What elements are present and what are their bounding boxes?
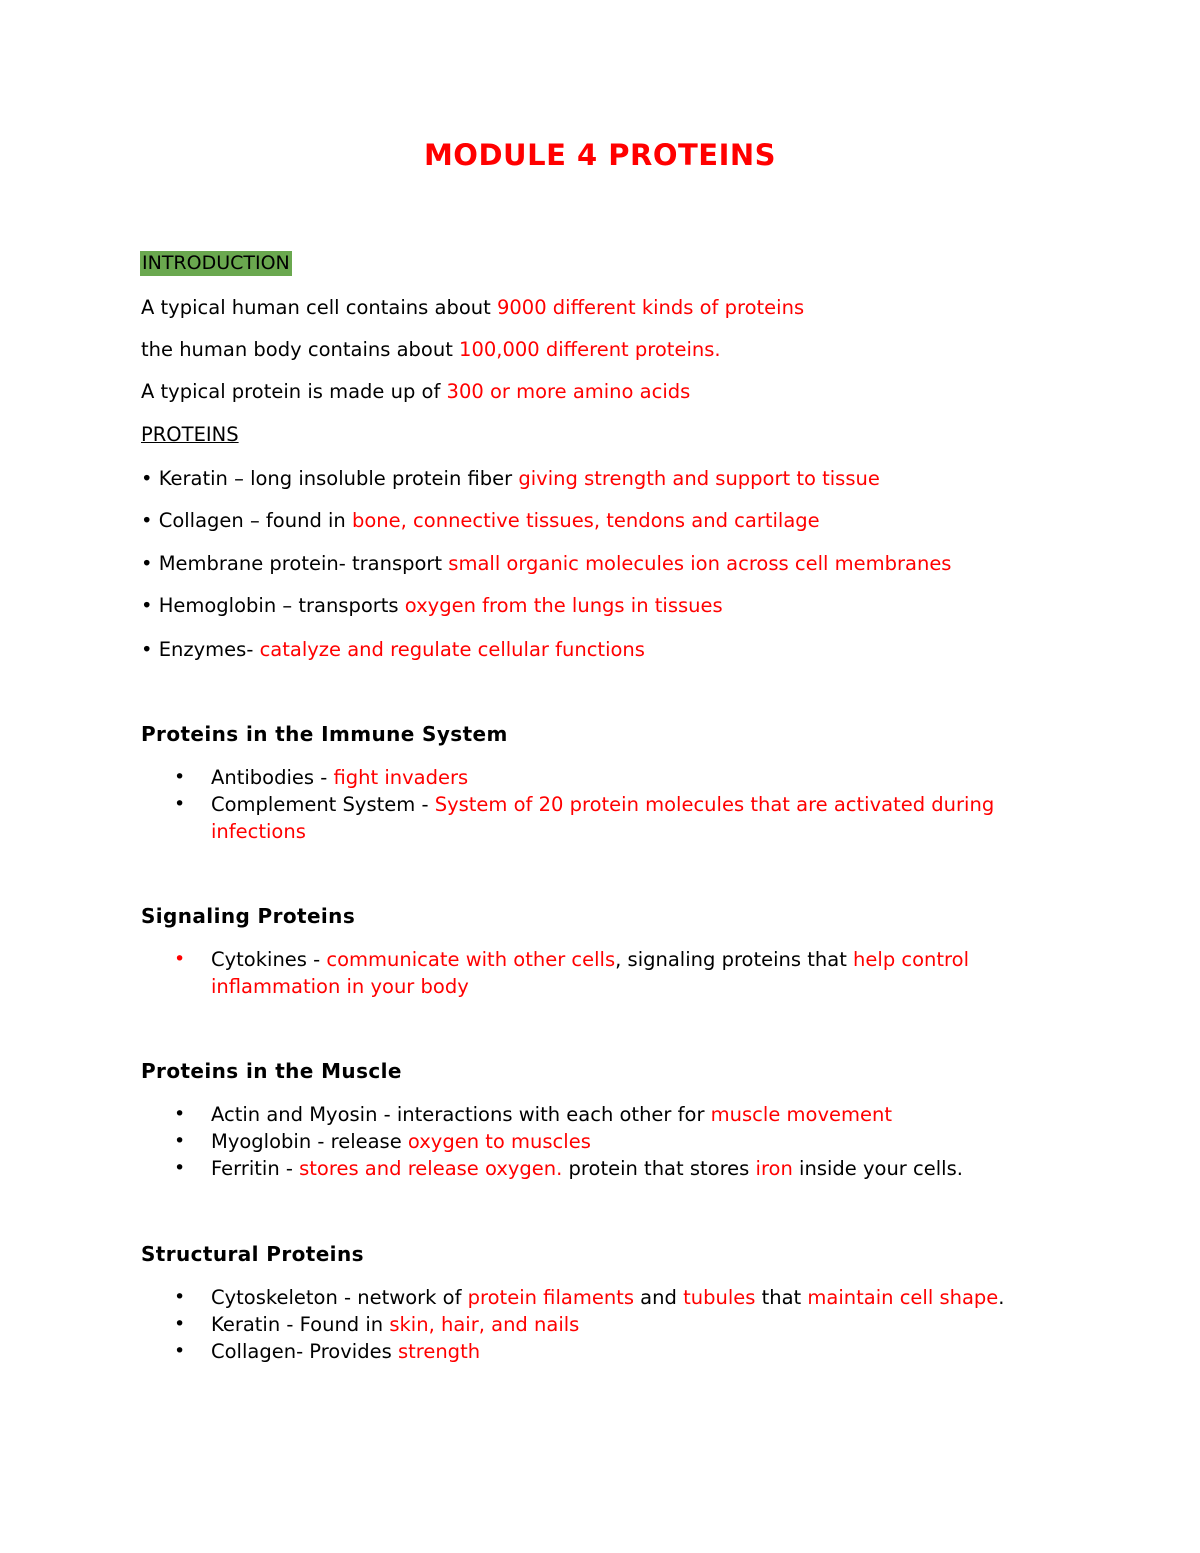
list-item-plain: Complement System - xyxy=(211,793,435,816)
protein-item-plain: Keratin – long insoluble protein fiber xyxy=(152,467,519,490)
protein-item-keratin xyxy=(141,467,880,490)
bullet-icon: • xyxy=(141,467,153,490)
heading-structural-proteins: Structural Proteins xyxy=(141,1242,364,1266)
protein-item-red: bone, connective tissues, tendons and cartilage xyxy=(352,509,820,532)
intro-line-3-plain: A typical protein is made up of xyxy=(141,380,447,403)
immune-list xyxy=(141,764,1071,845)
intro-line-2-plain: the human body contains about xyxy=(141,338,460,361)
intro-line-1 xyxy=(141,296,804,319)
list-item-plain: Antibodies - xyxy=(211,766,334,789)
page-title: MODULE 4 PROTEINS xyxy=(423,138,777,172)
list-item xyxy=(141,1128,1071,1155)
list-item xyxy=(141,764,1071,791)
list-item-red: help control inflammation in your body xyxy=(211,948,969,998)
bullet-icon: • xyxy=(174,1313,186,1335)
heading-signaling-proteins: Signaling Proteins xyxy=(141,904,356,928)
protein-item-red: small organic molecules ion across cell membranes xyxy=(448,552,952,575)
protein-item-plain: Collagen – found in xyxy=(152,509,352,532)
protein-item-membrane xyxy=(141,552,951,575)
list-item-text: Cytokines - xyxy=(211,948,327,971)
intro-line-1-plain: A typical human cell contains about xyxy=(141,296,497,319)
list-item-red: communicate with other cells xyxy=(326,948,616,971)
list-item-red: protein filaments xyxy=(467,1286,634,1309)
bullet-icon: • xyxy=(174,1103,186,1125)
bullet-icon: • xyxy=(174,1130,186,1152)
bullet-icon: • xyxy=(174,1157,186,1179)
list-item xyxy=(141,1101,1071,1128)
intro-line-2 xyxy=(141,338,721,361)
heading-muscle-proteins: Proteins in the Muscle xyxy=(141,1059,402,1083)
list-item-red: iron xyxy=(755,1157,793,1180)
intro-line-2-red: 100,000 different proteins. xyxy=(459,338,721,361)
list-item-red: strength xyxy=(397,1340,481,1363)
bullet-icon: • xyxy=(141,638,153,661)
bullet-icon: • xyxy=(174,1286,186,1308)
protein-item-red: catalyze and regulate cellular functions xyxy=(259,638,645,661)
list-item xyxy=(141,1311,1071,1338)
list-item xyxy=(141,1284,1071,1311)
protein-item-collagen xyxy=(141,509,820,532)
intro-line-1-red: 9000 different kinds of proteins xyxy=(496,296,805,319)
list-item-text: inside your cells. xyxy=(792,1157,963,1180)
bullet-icon: • xyxy=(141,594,153,617)
list-item-text: Actin and Myosin - interactions with each other for xyxy=(211,1103,711,1126)
muscle-list xyxy=(141,1101,1071,1182)
intro-line-3-red: 300 or more amino acids xyxy=(446,380,691,403)
protein-item-plain: Hemoglobin – transports xyxy=(152,594,405,617)
bullet-icon: • xyxy=(141,552,153,575)
bullet-icon: • xyxy=(174,766,186,788)
list-item-text: that xyxy=(755,1286,808,1309)
protein-item-red: oxygen from the lungs in tissues xyxy=(404,594,723,617)
list-item xyxy=(141,791,1071,845)
list-item-text: and xyxy=(633,1286,684,1309)
protein-item-red: giving strength and support to tissue xyxy=(518,467,880,490)
list-item-red: oxygen to muscles xyxy=(407,1130,591,1153)
protein-item-plain: Enzymes- xyxy=(152,638,260,661)
list-item-red: tubules xyxy=(683,1286,756,1309)
list-item-text: Cytoskeleton - network of xyxy=(211,1286,468,1309)
protein-item-enzymes xyxy=(141,638,645,661)
list-item-red: fight invaders xyxy=(333,766,469,789)
heading-immune-system: Proteins in the Immune System xyxy=(141,722,508,746)
bullet-icon: • xyxy=(174,793,186,815)
list-item-text: Myoglobin - release xyxy=(211,1130,408,1153)
list-item-red: muscle movement xyxy=(710,1103,892,1126)
list-item xyxy=(141,946,1071,1000)
signaling-list xyxy=(141,946,1071,1000)
list-item-text: , signaling proteins that xyxy=(615,948,854,971)
bullet-icon: • xyxy=(174,948,186,970)
bullet-icon: • xyxy=(174,1340,186,1362)
intro-line-3 xyxy=(141,380,690,403)
structural-list xyxy=(141,1284,1071,1365)
list-item-text: Ferritin - xyxy=(211,1157,300,1180)
protein-item-hemoglobin xyxy=(141,594,723,617)
list-item-text: Keratin - Found in xyxy=(211,1313,390,1336)
list-item-red: skin, hair, and nails xyxy=(389,1313,580,1336)
introduction-label: INTRODUCTION xyxy=(142,252,290,274)
proteins-label: PROTEINS xyxy=(141,423,239,446)
list-item-text: protein that stores xyxy=(562,1157,756,1180)
list-item-text: Collagen- Provides xyxy=(211,1340,398,1363)
list-item-red: stores and release oxygen. xyxy=(299,1157,563,1180)
bullet-icon: • xyxy=(141,509,153,532)
list-item xyxy=(141,1155,1071,1182)
list-item-red: System of 20 protein molecules that are activated during infections xyxy=(211,793,995,843)
list-item-text: . xyxy=(998,1286,1005,1309)
list-item-red: maintain cell shape xyxy=(807,1286,999,1309)
list-item xyxy=(141,1338,1071,1365)
protein-item-plain: Membrane protein- transport xyxy=(152,552,449,575)
